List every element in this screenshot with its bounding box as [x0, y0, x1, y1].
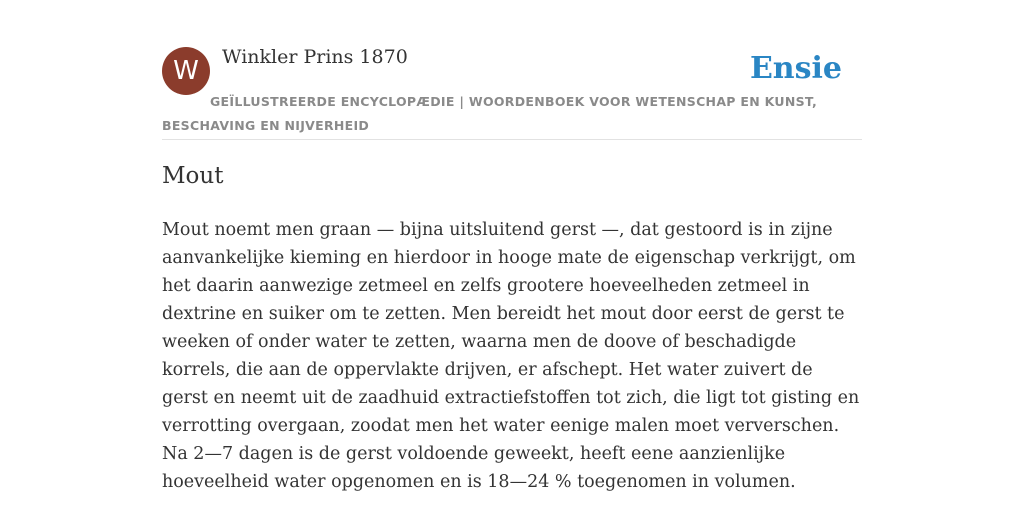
ensie-logo-link[interactable]: Ensie [749, 51, 842, 86]
entry-title: Mout [162, 163, 224, 189]
subtitle-text: GEÏLLUSTREERDE ENCYCLOPÆDIE | WOORDENBOEK VOOR WETENSCHAP EN KUNST, BESCHAVING EN NIJVERHEID [162, 94, 818, 133]
header-divider [162, 139, 862, 140]
entry-page [162, 0, 862, 512]
avatar-letter: W [173, 56, 199, 86]
entry-body: Mout noemt men graan — bijna uitsluitend gerst —, dat gestoord is in zijne aanvankelijke kieming en hierdoor in hooge mate de eigenschap verkrijgt, om het daarin aanwezige zetmeel en zelfs grootere hoeveelheden zetmeel in dextrine en suiker om te zetten. Men bereidt het mout door eerst de gerst te weeken of onder water te zetten, waarna men de doove of beschadigde korrels, die aan de oppervlakte drijven, er afschept. Het water zuivert de gerst en neemt uit de zaadhuid extractiefstoffen tot zich, die ligt tot gisting en verrotting overgaan, zoodat men het water eenige malen moet ververschen. Na 2—7 dagen is de gerst voldoende geweekt, heeft eene aanzienlijke hoeveelheid water opgenomen en is 18—24 % toegenomen in volumen. [162, 220, 860, 492]
source-title[interactable]: Winkler Prins 1870 [222, 46, 408, 68]
source-subtitle [162, 90, 852, 138]
source-avatar[interactable] [162, 47, 210, 95]
